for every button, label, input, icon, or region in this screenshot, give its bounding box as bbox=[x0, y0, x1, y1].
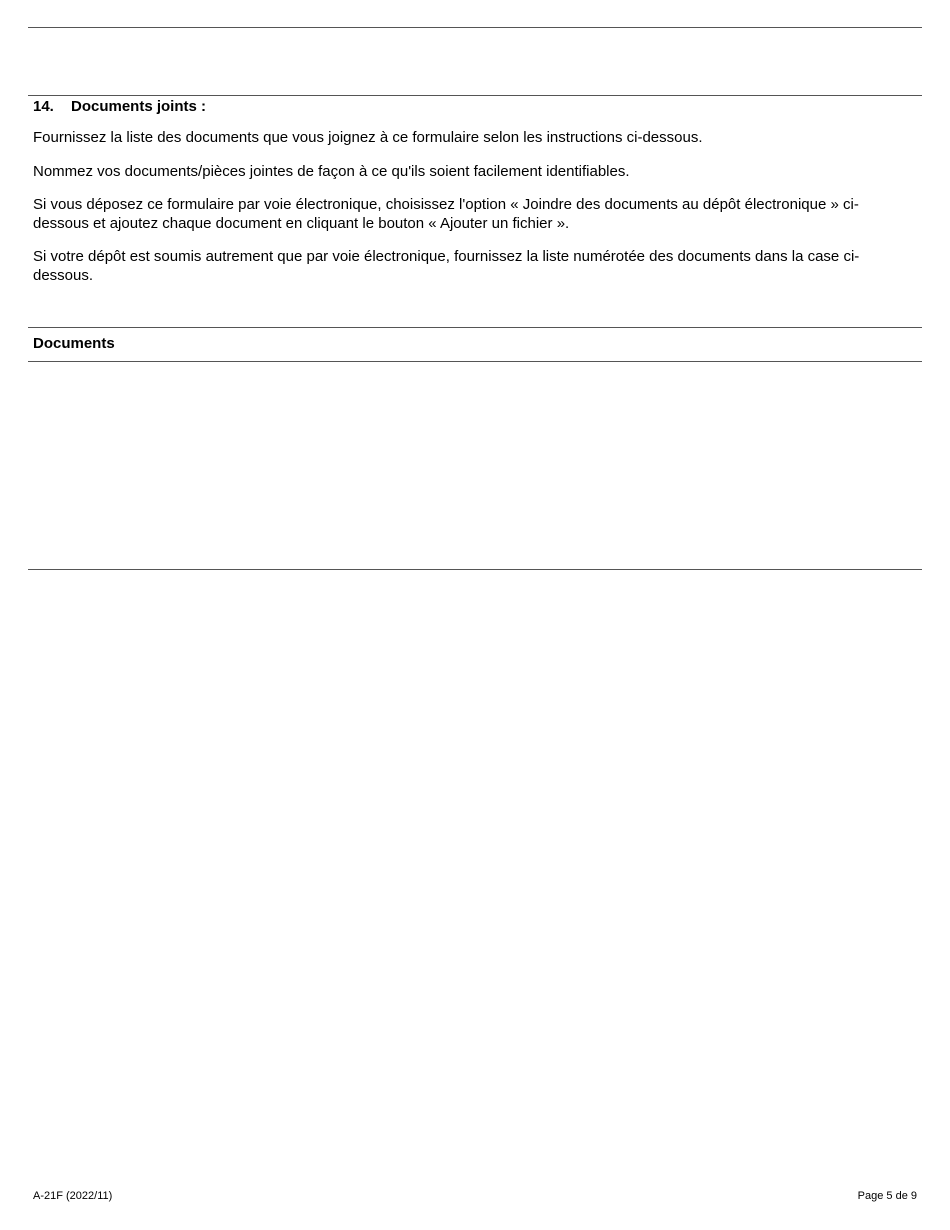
top-divider bbox=[28, 27, 922, 28]
documents-top-divider bbox=[28, 327, 922, 328]
section-title: Documents joints : bbox=[71, 98, 207, 115]
instruction-paragraph: Si votre dépôt est soumis autrement que par voie électronique, fournissez la liste numérotée des documents dans la case ci-dessous. bbox=[33, 248, 860, 284]
instruction-paragraph: Fournissez la liste des documents que vous joignez à ce formulaire selon les instructions ci-dessous. bbox=[33, 129, 703, 146]
section-heading bbox=[33, 98, 206, 116]
section-top-divider bbox=[28, 95, 922, 96]
instruction-paragraph: Nommez vos documents/pièces jointes de façon à ce qu'ils soient facilement identifiables. bbox=[33, 163, 630, 180]
section-number: 14. bbox=[33, 98, 54, 115]
page-number: Page 5 de 9 bbox=[857, 1190, 917, 1202]
documents-heading: Documents bbox=[33, 335, 115, 352]
documents-bottom-divider bbox=[28, 569, 922, 570]
instruction-paragraph: Si vous déposez ce formulaire par voie électronique, choisissez l'option « Joindre des documents au dépôt électronique » ci-dessous et ajoutez chaque document en cliquant le bouton « Ajouter un fichier ». bbox=[33, 196, 859, 232]
form-code: A-21F (2022/11) bbox=[33, 1190, 113, 1202]
documents-list-field[interactable] bbox=[28, 362, 922, 569]
